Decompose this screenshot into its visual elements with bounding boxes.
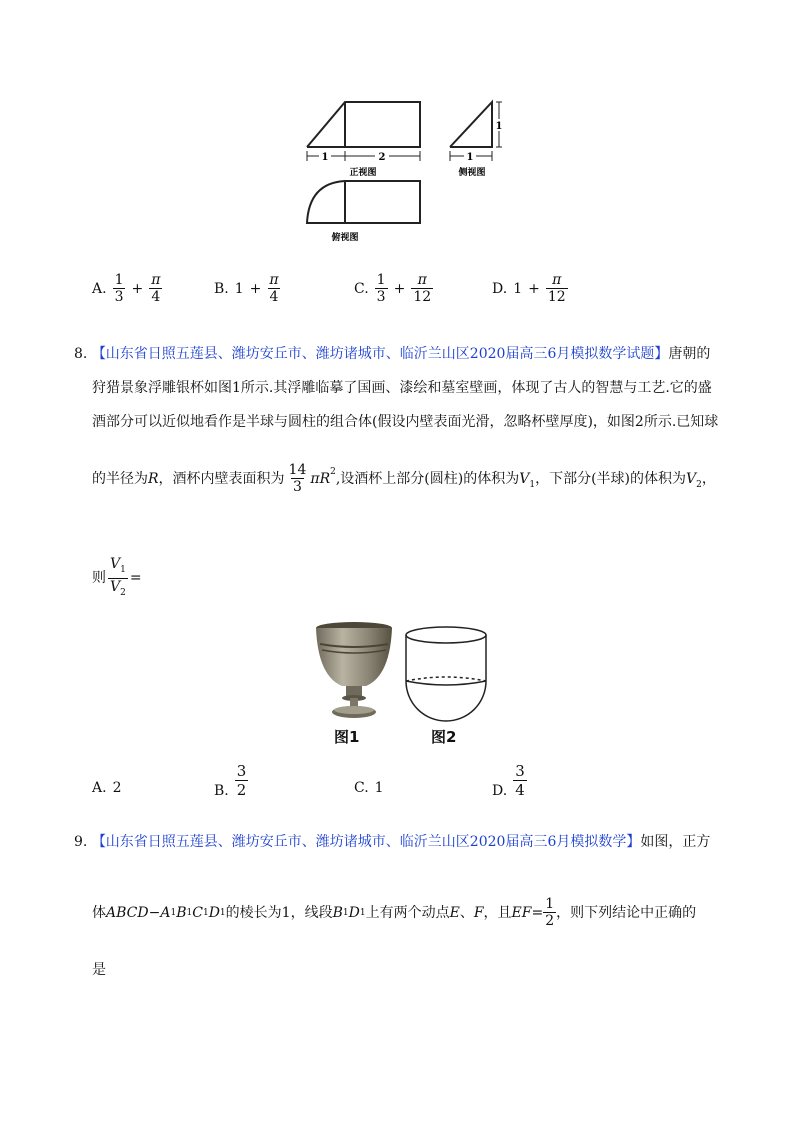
fig1-label: 图1 xyxy=(334,728,360,746)
front-dim-2: 2 xyxy=(378,152,386,163)
q8-option-c: C. 1 xyxy=(354,780,384,796)
q8-number: 8. xyxy=(74,346,88,362)
q8-line-5: 则 $\frac{V_1}{V_2}$ = xyxy=(92,556,142,601)
q9-line1-tail: 如图，正方 xyxy=(640,834,711,850)
q8-option-b: B. $\frac{3}{2}$ xyxy=(214,762,247,799)
q7-option-a: A. $\frac{1}{3}$ + $\frac{\pi}{4}$ xyxy=(92,272,161,305)
q8-line-3: 酒部分可以近似地看作是半球与圆柱的组合体(假设内壁表面光滑，忽略杯壁厚度)，如图2所示.已知球 xyxy=(92,414,719,430)
q7-option-b: B. 1 + $\frac{\pi}{4}$ xyxy=(214,272,279,305)
top-view-label: 俯视图 xyxy=(331,233,359,243)
q8-option-a: A. 2 xyxy=(92,780,122,796)
cup-model-figure xyxy=(400,625,495,725)
front-dim-1: 1 xyxy=(321,152,329,163)
front-view xyxy=(307,102,420,147)
q8-line-1 xyxy=(74,344,710,364)
q8-line1-tail: 唐朝的 xyxy=(668,346,711,362)
q8-line-2: 狩猎景象浮雕银杯如图1所示.其浮雕临摹了国画、漆绘和墓室壁画，体现了古人的智慧与工艺.它的盛 xyxy=(92,380,712,396)
q9-line-3: 是 xyxy=(92,962,106,978)
q8-line-4: 的半径为 R ，酒杯内壁表面积为 $\frac{14}{3}$ πR $^2$ ,设酒杯上部分(圆柱)的体积为 V $_1$ ，下部分(半球)的体积为 V $_2$ ， xyxy=(92,462,716,495)
fig2-label: 图2 xyxy=(431,728,457,746)
side-dim-bottom: 1 xyxy=(466,152,474,163)
q9-source: 【山东省日照五莲县、潍坊安丘市、潍坊诸城市、临沂兰山区2020届高三6月模拟数学】 xyxy=(91,834,641,850)
q7-option-d: D. 1 + $\frac{\pi}{12}$ xyxy=(492,272,566,305)
q7-option-c: C. $\frac{1}{3}$ + $\frac{\pi}{12}$ xyxy=(354,272,432,305)
q9-number: 9. xyxy=(74,834,88,850)
side-view-label: 侧视图 xyxy=(458,168,486,178)
silver-cup-figure xyxy=(312,618,397,723)
q9-line-2: 体 ABCD − A 1 B 1 C 1 D 1 的棱长为1，线段 B 1 D 1 上有两个动点 E 、 F ，且 EF = $\frac{1}{2}$ ，则下列结论中正确的 xyxy=(92,896,697,929)
q8-source: 【山东省日照五莲县、潍坊安丘市、潍坊诸城市、临沂兰山区2020届高三6月模拟数学试题】 xyxy=(91,346,669,362)
q8-option-d: D. $\frac{3}{4}$ xyxy=(492,762,525,799)
top-view xyxy=(307,181,420,223)
side-view-figure xyxy=(442,95,512,185)
q9-line-1 xyxy=(74,832,710,852)
side-dim-height: 1 xyxy=(495,121,503,132)
front-view-label: 正视图 xyxy=(349,168,377,178)
